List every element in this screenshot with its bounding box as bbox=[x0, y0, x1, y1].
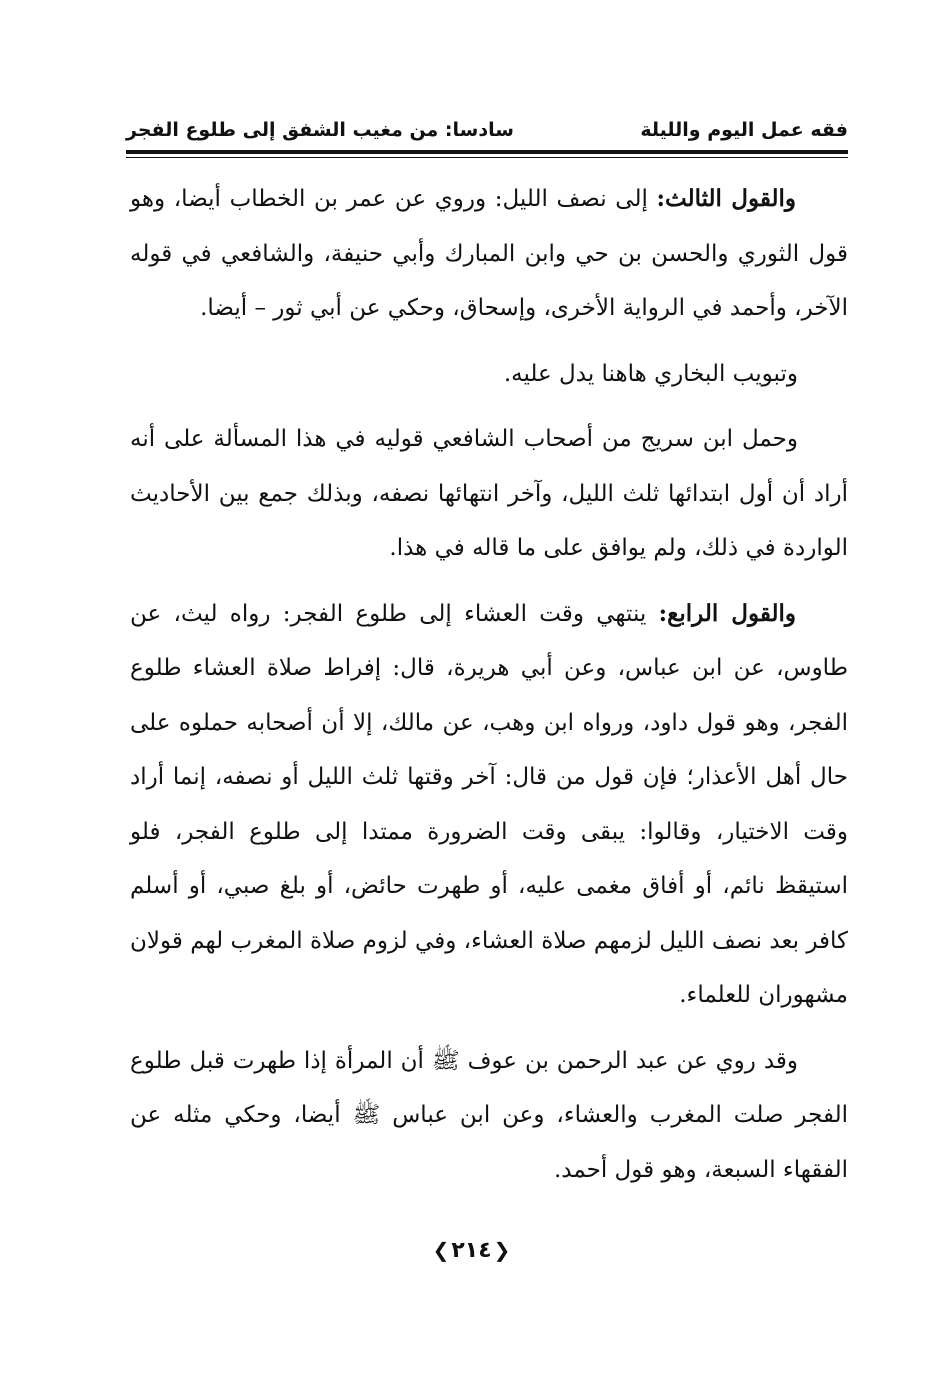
paragraph bbox=[130, 172, 848, 336]
paragraph-text: ينتهي وقت العشاء إلى طلوع الفجر: رواه ليث، عن طاوس، عن ابن عباس، وعن أبي هريرة، قال: إفراط صلاة العشاء طلوع الفجر، وهو قول داود، ورواه ابن وهب، عن مالك، إلا أن أصحابه حملوه على حال أهل الأعذار؛ فإن قول من قال: آخر وقتها ثلث الليل أو نصفه، إنما أراد وقت الاختيار، وقالوا: يبقى وقت الضرورة ممتدا إلى طلوع الفجر، فلو استيقظ نائم، أو أفاق مغمى عليه، أو طهرت حائض، أو بلغ صبي، أو أسلم كافر بعد نصف الليل لزمهم صلاة العشاء، وفي لزوم صلاة المغرب لهم قولان مشهوران للعلماء. bbox=[130, 600, 848, 1008]
body-text bbox=[130, 172, 848, 1208]
paragraph bbox=[130, 347, 848, 402]
page-number: ٢١٤ bbox=[451, 1238, 492, 1263]
section-title: سادسا: من مغيب الشفق إلى طلوع الفجر bbox=[126, 119, 514, 141]
paragraph bbox=[130, 1034, 848, 1198]
paragraph bbox=[130, 587, 848, 1023]
paragraph-lead: والقول الرابع: bbox=[658, 599, 796, 627]
paragraph-text: إلى نصف الليل: وروي عن عمر بن الخطاب أيضا، وهو قول الثوري والحسن بن حي وابن المبارك وأبي حنيفة، والشافعي في قوله الآخر، وأحمد في الرواية الأخرى، وإسحاق، وحكي عن أبي ثور – أيضا. bbox=[130, 186, 848, 321]
page-footer bbox=[0, 1238, 943, 1263]
paragraph bbox=[130, 412, 848, 576]
ornament-right-icon: ❯ bbox=[493, 1238, 511, 1262]
ornament-left-icon: ❮ bbox=[432, 1238, 450, 1262]
paragraph-text: وتبويب البخاري هاهنا يدل عليه. bbox=[503, 360, 798, 387]
paragraph-text: وحمل ابن سريج من أصحاب الشافعي قوليه في هذا المسألة على أنه أراد أن أول ابتدائها ثلث الليل، وآخر انتهائها نصفه، وبذلك جمع بين الأحاديث الواردة في ذلك، ولم يوافق على ما قاله في هذا. bbox=[130, 426, 848, 561]
header-rule-thin bbox=[126, 157, 848, 158]
book-title: فقه عمل اليوم والليلة bbox=[640, 119, 848, 141]
running-header bbox=[126, 117, 848, 151]
paragraph-lead: والقول الثالث: bbox=[656, 185, 796, 212]
header-rule-thick bbox=[126, 150, 848, 154]
paragraph-text: وقد روي عن عبد الرحمن بن عوف ﷺ أن المرأة إذا طهرت قبل طلوع الفجر صلت المغرب والعشاء، وعن ابن عباس ﷺ أيضا، وحكي مثله عن الفقهاء السبعة، وهو قول أحمد. bbox=[130, 1047, 848, 1183]
